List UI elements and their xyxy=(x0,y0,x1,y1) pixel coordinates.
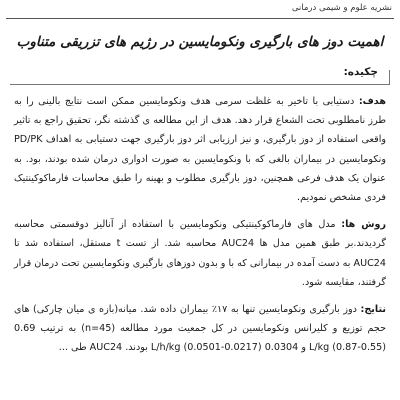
section-text: مدل های فارماکوکینتیکی ونکومایسین با استفاده از آنالیز دوقسمتی محاسبه گردیدند.بر طبق همین مدل ها AUC24 محاسبه شد. از تست t مستقل، استفاده شد تا AUC24 به دست آمده در بیمارانی که با و بدون دوزهای بارگیری ونکومایسین تحت درمان قرار گرفتند، مقایسه شود. xyxy=(14,219,386,288)
abstract-body xyxy=(14,92,386,366)
abstract-section-results xyxy=(14,300,386,358)
abstract-section-methods xyxy=(14,215,386,292)
section-label: روش ها: xyxy=(341,219,387,231)
article-title: اهمیت دوز های بارگیری ونکومایسین در رژیم های تزریقی متناوب xyxy=(16,34,384,50)
journal-name: نشریه علوم و شیمی درمانی xyxy=(291,3,392,13)
section-text: دوز بارگیری ونکومایسین تنها به ۱۷٪ بیماران داده شد. میانه(بازه ی میان چارکی) های حجم توزیع و کلیرانس ونکومایسین در کل جمعیت مورد مطالعه (n=45) به ترتیب 0.69 (0.55-0.87) L/kg و 0.0304 (0.0217-0.0501) L/h/kg بودند. AUC24 طی ... xyxy=(14,304,387,354)
section-label: نتایج: xyxy=(360,304,386,316)
section-text: دستیابی با تاخیر به غلظت سرمی هدف ونکومایسین ممکن است نتایج بالینی را به طرز نامطلوبی تحت الشعاع قرار دهد. هدف از این مطالعه ی گذشته نگر، تحقیق راجع به تاثیر واقعی استفاده از دوز بارگیری، و نیز ارزیابی اثر دوز بارگیری جهت دستیابی به اهداف PD/PK ونکومایسین در بیماران بالغی که با ونکومایسین به صورت ادواری درمان شده بودند، بود. به عنوان یک هدف فرعی همچنین، دوز بارگیری مطلوب و بهینه را طبق محاسبات فارماکوکینتیک فردی مشخص نمودیم. xyxy=(14,96,386,204)
abstract-section-objective xyxy=(14,92,386,207)
header-rule xyxy=(6,18,394,19)
abstract-heading-rule xyxy=(10,84,390,85)
abstract-heading: چکیده: xyxy=(343,66,378,78)
section-label: هدف: xyxy=(358,96,386,107)
abstract-heading-bracket xyxy=(389,70,390,84)
